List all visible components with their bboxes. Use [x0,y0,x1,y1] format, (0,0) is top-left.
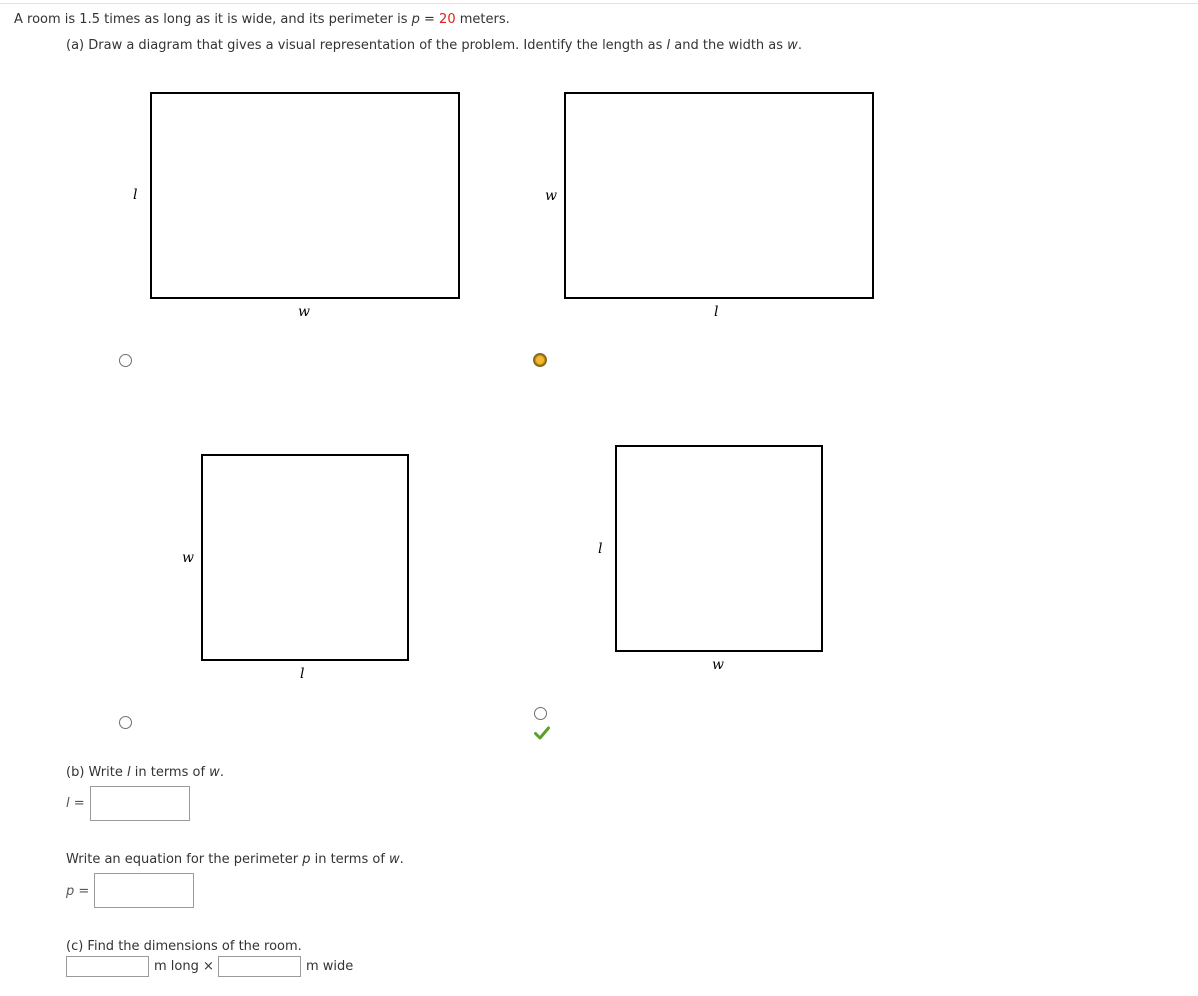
p-variable: p [411,12,420,27]
problem-suffix: meters. [455,12,510,27]
l-eq-variable: l [66,796,70,811]
width-answer-input[interactable] [218,956,301,977]
p-eq-variable: p [66,884,75,899]
part-b-middle: in terms of [130,765,210,780]
correct-check-icon [534,726,550,740]
perimeter-prompt [66,852,404,868]
part-a-prompt [66,38,802,54]
l-answer-input[interactable] [90,786,190,821]
problem-statement [14,12,510,28]
problem-text: A room is 1.5 times as long as it is wide, and its perimeter is [14,12,412,27]
option-1-rectangle [150,92,460,299]
perimeter-value: 20 [439,12,456,27]
option-4-bottom-label: w [712,657,724,673]
option-2-radio-selected[interactable] [533,353,547,367]
top-divider [0,3,1198,4]
w-variable: w [787,38,798,53]
option-2-bottom-label: l [714,304,719,320]
option-2-rectangle [564,92,874,299]
p-equation-label [66,884,89,900]
part-a-text: (a) Draw a diagram that gives a visual representation of the problem. Identify the length as [66,38,667,53]
equals-sign: = [419,12,440,27]
w-variable: w [389,852,400,867]
option-3-rectangle [201,454,409,661]
option-4-rectangle [615,445,823,652]
option-1-radio[interactable] [119,354,132,367]
part-a-middle: and the width as [670,38,788,53]
option-3-side-label: w [182,550,194,566]
option-1-side-label: l [133,187,138,203]
option-3-radio[interactable] [119,716,132,729]
perimeter-suffix: . [399,852,404,867]
length-unit-label: m long × [154,959,214,974]
option-2-side-label: w [545,188,557,204]
option-4-radio[interactable] [534,707,547,720]
part-a-suffix: . [797,38,802,53]
part-b-text: (b) Write [66,765,127,780]
l-variable: l [126,765,131,780]
part-b-suffix: . [219,765,224,780]
l-eq-sign: = [69,796,85,811]
option-4-side-label: l [598,541,603,557]
p-eq-sign: = [74,884,90,899]
l-variable: l [666,38,671,53]
p-variable: p [302,852,311,867]
option-3-bottom-label: l [300,666,305,682]
p-answer-input[interactable] [94,873,194,908]
length-answer-input[interactable] [66,956,149,977]
part-b-prompt [66,765,224,781]
perimeter-text: Write an equation for the perimeter [66,852,303,867]
option-1-bottom-label: w [298,304,310,320]
l-equation-label [66,796,85,812]
perimeter-middle: in terms of [310,852,390,867]
w-variable: w [209,765,220,780]
width-unit-label: m wide [306,959,354,974]
part-c-prompt: (c) Find the dimensions of the room. [66,939,302,954]
